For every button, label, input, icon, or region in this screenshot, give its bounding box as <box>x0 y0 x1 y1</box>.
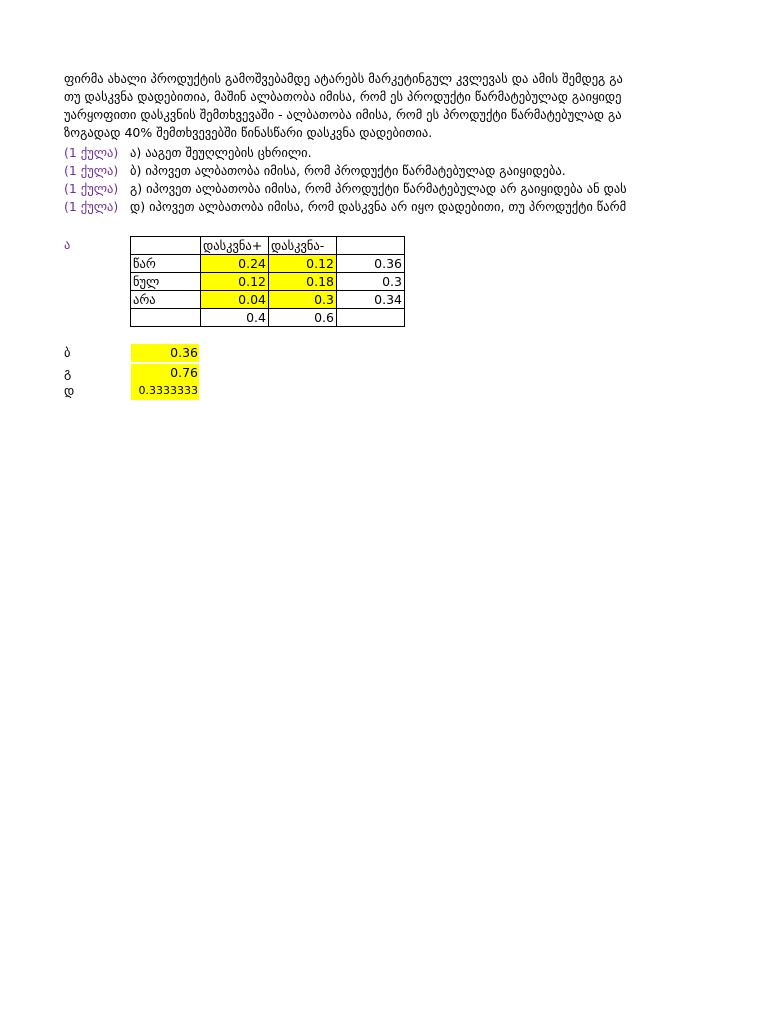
problem-line: თუ დასკვნა დადებითია, მაშინ ალბათობა იმისა, რომ ეს პროდუქტი წარმატებულად გაიყიდე <box>64 89 622 104</box>
task-row <box>64 162 676 180</box>
table-totals-row <box>131 309 405 327</box>
row-total-cell[interactable]: 0.34 <box>337 291 405 309</box>
task-points: (1 ქულა) <box>64 145 119 160</box>
column-total-cell[interactable]: 0.4 <box>201 309 269 327</box>
task-list <box>64 144 676 216</box>
table-row <box>131 291 405 309</box>
column-header-plus[interactable]: დასკვნა+ <box>201 237 269 255</box>
problem-line: ზოგადად 40% შემთხვევებში წინასწარი დასკვნა დადებითია. <box>64 125 433 140</box>
column-total-cell[interactable]: 0.6 <box>269 309 337 327</box>
task-points: (1 ქულა) <box>64 199 119 214</box>
answer-g-label: გ <box>64 365 72 380</box>
task-row <box>64 198 676 216</box>
table-cell[interactable] <box>337 309 405 327</box>
row-label[interactable]: არა <box>131 291 201 309</box>
table-cell[interactable]: 0.18 <box>269 273 337 291</box>
table-cell[interactable]: 0.12 <box>269 255 337 273</box>
problem-statement <box>64 70 676 142</box>
row-total-cell[interactable]: 0.36 <box>337 255 405 273</box>
task-row <box>64 144 676 162</box>
task-row <box>64 180 676 198</box>
row-label[interactable]: ნულ <box>131 273 201 291</box>
part-a-label: ა <box>64 237 71 252</box>
problem-line: ფირმა ახალი პროდუქტის გამოშვებამდე ატარებს მარკეტინგულ კვლევას და ამის შემდეგ გა <box>64 71 623 86</box>
answer-b-label: ბ <box>64 345 71 360</box>
task-text: გ) იპოვეთ ალბათობა იმისა, რომ პროდუქტი წარმატებულად არ გაიყიდება ან დას <box>130 181 627 196</box>
column-header-minus[interactable]: დასკვნა- <box>269 237 337 255</box>
answer-d-label: დ <box>64 383 75 398</box>
joint-probability-table <box>130 236 405 327</box>
table-row <box>131 255 405 273</box>
task-text: ბ) იპოვეთ ალბათობა იმისა, რომ პროდუქტი წარმატებულად გაიყიდება. <box>130 163 566 178</box>
table-cell[interactable] <box>131 309 201 327</box>
table-row <box>131 273 405 291</box>
answer-d-cell[interactable]: 0.3333333 <box>131 382 199 400</box>
task-text: ა) ააგეთ შეუღლების ცხრილი. <box>130 145 312 160</box>
table-cell[interactable] <box>131 237 201 255</box>
problem-line: უარყოფითი დასკვნის შემთხვევაში - ალბათობა იმისა, რომ ეს პროდუქტი წარმატებულად გა <box>64 107 622 122</box>
task-points: (1 ქულა) <box>64 163 119 178</box>
answer-g-cell[interactable]: 0.76 <box>131 364 199 382</box>
row-label[interactable]: წარ <box>131 255 201 273</box>
table-cell[interactable]: 0.24 <box>201 255 269 273</box>
row-total-cell[interactable]: 0.3 <box>337 273 405 291</box>
task-points: (1 ქულა) <box>64 181 119 196</box>
table-header-row <box>131 237 405 255</box>
table-cell[interactable]: 0.04 <box>201 291 269 309</box>
task-text: დ) იპოვეთ ალბათობა იმისა, რომ დასკვნა არ იყო დადებითი, თუ პროდუქტი წარმ <box>130 199 627 214</box>
table-cell[interactable]: 0.3 <box>269 291 337 309</box>
table-cell[interactable]: 0.12 <box>201 273 269 291</box>
answer-b-cell[interactable]: 0.36 <box>131 344 199 362</box>
table-cell[interactable] <box>337 237 405 255</box>
